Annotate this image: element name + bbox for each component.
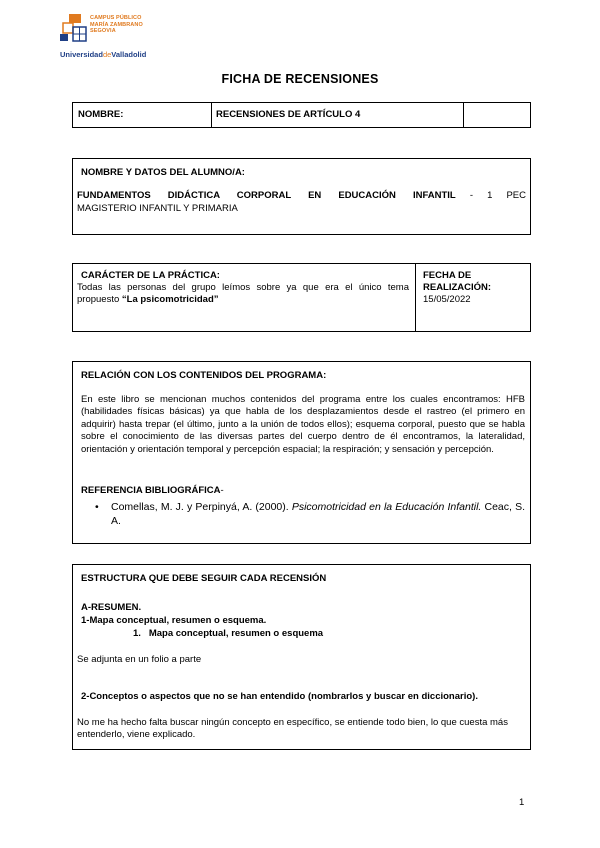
relation-box — [72, 361, 531, 544]
campus-name: CAMPUS PÚBLICO MARÍA ZAMBRANO SEGOVIA — [90, 15, 143, 34]
student-course: FUNDAMENTOS DIDÁCTICA CORPORAL EN EDUCACIÓN INFANTIL - 1 PEC — [77, 190, 526, 201]
relation-heading: RELACIÓN CON LOS CONTENIDOS DEL PROGRAMA: — [81, 370, 327, 381]
name-label-cell: NOMBRE: — [73, 103, 212, 127]
date-heading: FECHA DE REALIZACIÓN: — [423, 270, 492, 293]
practice-divider — [415, 264, 416, 331]
university-logo — [60, 14, 180, 60]
reference-heading: REFERENCIA BIBLIOGRÁFICA- — [81, 485, 224, 496]
item1-heading: 1-Mapa conceptual, resumen o esquema. — [81, 615, 267, 626]
summary-heading: A-RESUMEN. — [81, 602, 142, 613]
page-title: FICHA DE RECENSIONES — [221, 72, 379, 86]
practice-box — [72, 263, 531, 332]
student-heading: NOMBRE Y DATOS DEL ALUMNO/A: — [81, 167, 245, 178]
student-box — [72, 158, 531, 235]
name-value-cell: RECENSIONES DE ARTÍCULO 4 — [211, 103, 464, 127]
page-number: 1 — [519, 797, 525, 808]
practice-heading: CARÁCTER DE LA PRÁCTICA: — [81, 270, 220, 281]
student-degree: MAGISTERIO INFANTIL Y PRIMARIA — [77, 203, 238, 214]
university-name: UniversidaddeValladolid — [60, 50, 147, 59]
structure-box — [72, 564, 531, 750]
structure-heading: ESTRUCTURA QUE DEBE SEGUIR CADA RECENSIÓN — [81, 573, 327, 584]
attach-note: Se adjunta en un folio a parte — [77, 654, 202, 665]
date-value: 15/05/2022 — [423, 294, 471, 305]
name-extra-cell — [465, 103, 529, 127]
item1-subitem: 1. Mapa conceptual, resumen o esquema — [133, 628, 324, 639]
reference-list — [81, 500, 525, 528]
campus-logo-icon — [60, 14, 88, 44]
reference-item: • Comellas, M. J. y Perpinyá, A. (2000). Psicomotricidad en la Educación Infantil. Ceac, S. A. — [81, 500, 525, 528]
relation-body: En este libro se mencionan muchos contenidos del programa entre los cuales encontramos: HFB (habilidades físicas básicas) ya que habla de los desplazamientos desde el rastreo (el primero en adquirir) hasta trepar (el último, junto a la unión de todos ellos); esquema corporal, puesto que se habla sobre el conocimiento de las diversas partes del cuerpo dentro de él encontramos, la lateralidad, orientación y orientación temporal y percepción espacial; la respiración; y sensación y percepción. — [81, 394, 525, 455]
practice-text: Todas las personas del grupo leímos sobre ya que era el único tema propuesto “La psicomotricidad” — [77, 282, 409, 305]
item2-text: No me ha hecho falta buscar ningún concepto en específico, se entiende todo bien, lo que cuesta más entenderlo, viene explicado. — [77, 717, 508, 740]
name-row — [72, 102, 531, 128]
item2-heading: 2-Conceptos o aspectos que no se han entendido (nombrarlos y buscar en diccionario). — [81, 691, 478, 702]
